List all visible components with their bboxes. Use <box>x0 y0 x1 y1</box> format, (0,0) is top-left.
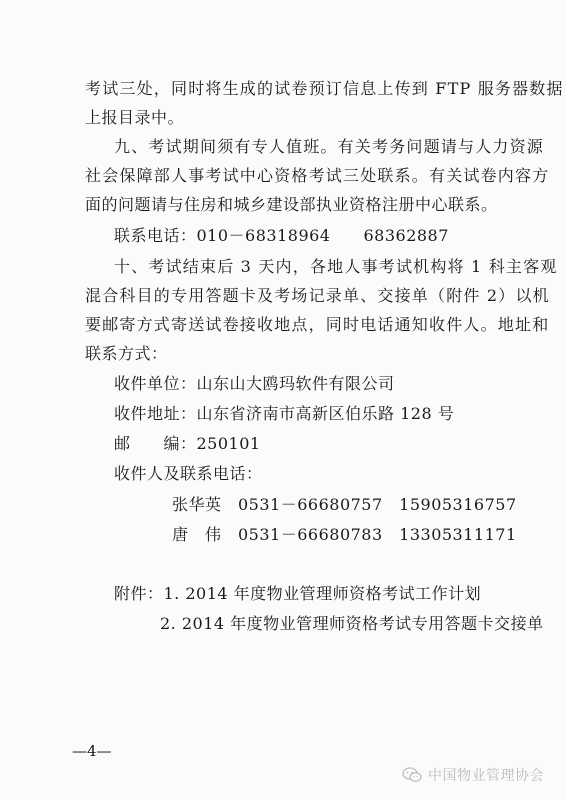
postcode-line: 邮 编：250101 <box>114 434 261 453</box>
recipient-unit-line: 收件单位：山东山大鸥玛软件有限公司 <box>114 374 395 393</box>
page-number: —4— <box>72 742 112 760</box>
section-nine-line-3: 面的问题请与住房和城乡建设部执业资格注册中心联系。 <box>85 195 498 214</box>
section-nine-line-2: 社会保障部人事考试中心资格考试三处联系。有关试卷内容方 <box>85 166 550 185</box>
contact-person-1: 张华英 0531－66680757 15905316757 <box>172 495 517 514</box>
body-line-1: 考试三处，同时将生成的试卷预订信息上传到 FTP 服务器数据 <box>85 79 564 98</box>
body-line-2: 上报目录中。 <box>85 108 185 127</box>
section-ten-line-2: 混合科目的专用答题卡及考场记录单、交接单（附件 2）以机 <box>85 286 550 305</box>
recipient-contacts-heading: 收件人及联系电话： <box>114 464 263 483</box>
attachment-line-1: 附件：1. 2014 年度物业管理师资格考试工作计划 <box>114 584 482 603</box>
recipient-address-line: 收件地址：山东省济南市高新区伯乐路 128 号 <box>114 404 455 423</box>
section-ten-line-4: 联系方式： <box>85 344 168 363</box>
contact-person-2: 唐 伟 0531－66680783 13305311171 <box>172 525 517 544</box>
attachment-line-2: 2. 2014 年度物业管理师资格考试专用答题卡交接单 <box>160 614 544 633</box>
watermark-text: 中国物业管理协会 <box>428 768 544 784</box>
watermark <box>402 765 544 785</box>
wechat-icon <box>402 767 422 783</box>
section-ten-line-3: 要邮寄方式寄送试卷接收地点，同时电话通知收件人。地址和 <box>85 315 550 334</box>
section-nine-line-1: 九、考试期间须有专人值班。有关考务问题请与人力资源 <box>114 137 545 156</box>
section-ten-line-1: 十、考试结束后 3 天内，各地人事考试机构将 1 科主客观 <box>114 257 558 276</box>
contact-phone-line: 联系电话：010－68318964 68362887 <box>114 226 449 245</box>
